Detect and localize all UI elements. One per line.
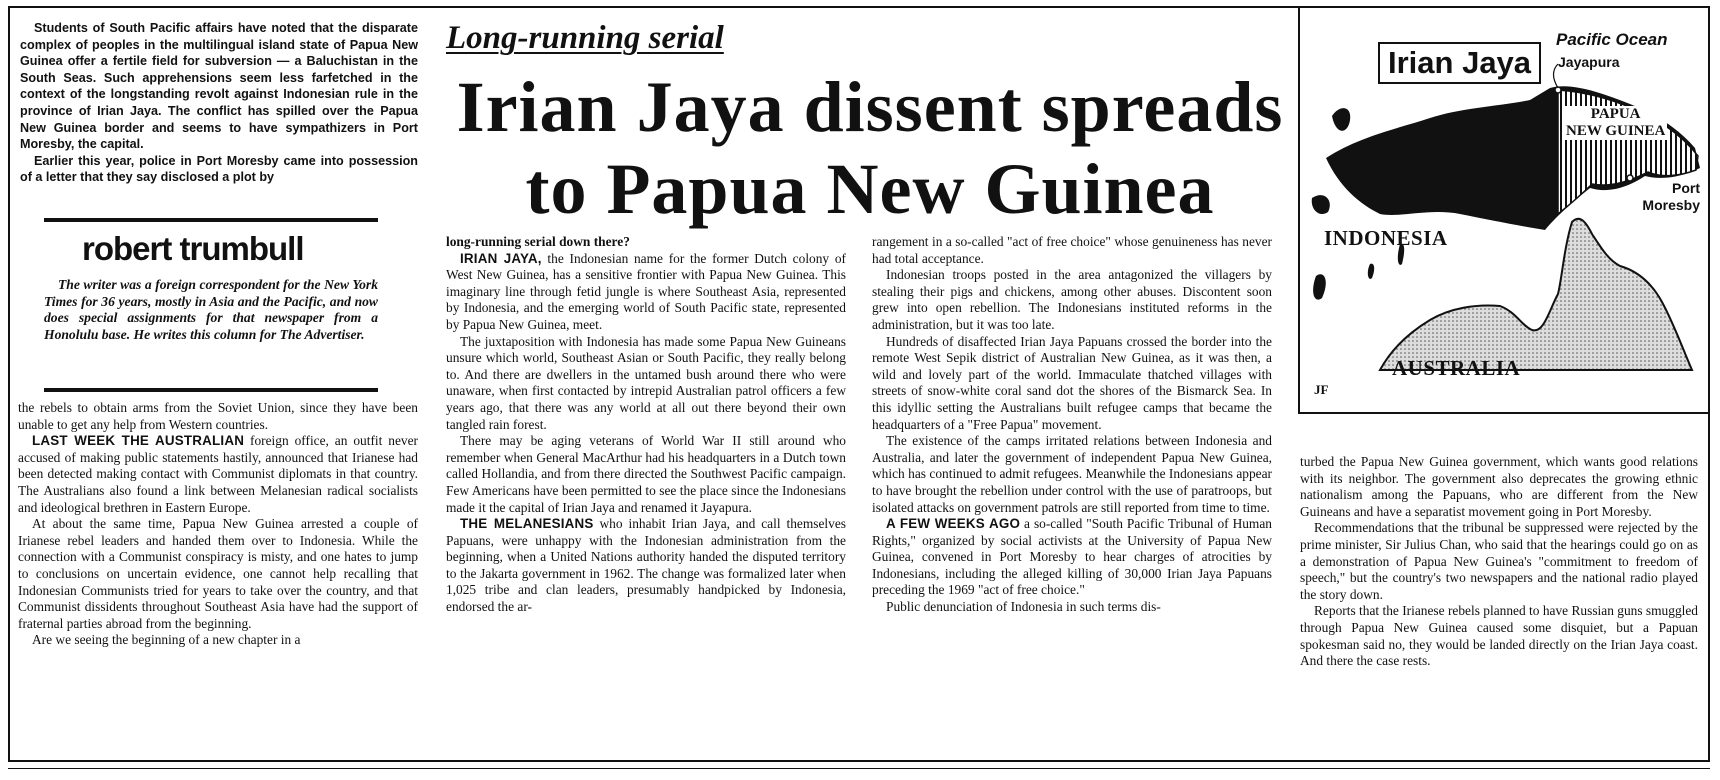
paragraph: long-running serial down there? <box>446 234 630 249</box>
paragraph-text: who inhabit Irian Jaya, and call themselves Papuans, were unhappy with the Indonesian administration from the beginning, when a United Nations authority handed the disputed territory to the Jakarta government in 1962. The change was formalized later when 1,025 tribe and clan leaders, presumably handpicked by Indonesia, endorsed the ar- <box>446 516 846 615</box>
paragraph <box>446 516 846 616</box>
headline-line-2: to Papua New Guinea <box>525 149 1215 229</box>
label-port: Port <box>1672 180 1700 196</box>
paragraph: rangement in a so-called "act of free choice" whose genuineness has never had total acceptance. <box>872 234 1272 266</box>
column-1-bottom <box>18 400 418 649</box>
paragraph: The existence of the camps irritated relations between Indonesia and Australia, and later the government of independent Papua New Guinea, which has continued to admit refugees. Meanwhile the Indonesians appear to have brought the rebellion under control with the use of paratroops, but isolated attacks on government patrols are still reported from time to time. <box>872 433 1272 515</box>
paragraph: Public denunciation of Indonesia in such terms dis- <box>886 599 1161 615</box>
intro-paragraph: Students of South Pacific affairs have noted that the disparate complex of peoples in the multilingual island state of Papua New Guinea offer a fertile field for subversion — a Baluchistan in the South Seas. Such apprehensions seem less farfetched in the context of the longstanding revolt against Indonesian rule in the province of Irian Jaya. The conflict has spilled over the Papua New Guinea border and seems to have sympathizers in Port Moresby, the capital. <box>20 21 418 152</box>
island <box>1312 195 1330 214</box>
map-credit: JF <box>1314 382 1329 397</box>
headline-line-1: Irian Jaya dissent spreads <box>456 67 1284 147</box>
column-4 <box>1300 454 1698 670</box>
paragraph: the rebels to obtain arms from the Soviet Union, since they have been unable to get any help from Western countries. <box>18 400 418 432</box>
column-3 <box>872 234 1272 616</box>
paragraph <box>18 433 418 516</box>
island <box>1368 264 1374 279</box>
label-papua: PAPUA <box>1590 106 1641 122</box>
label-indonesia: INDONESIA <box>1324 226 1448 250</box>
label-new-guinea: NEW GUINEA <box>1566 123 1666 139</box>
author-bio <box>44 277 378 344</box>
kicker: Long-running serial <box>446 20 724 56</box>
headline <box>440 66 1300 230</box>
paragraph-text: foreign office, an outfit never accused of making public statements hastily, announced that Irianese had been detected making contact with Communist diplomats in that country. The Australians also found a link between Melanesian radical socialists and ideological brethren in Eastern Europe. <box>18 433 418 515</box>
map-title: Irian Jaya <box>1378 42 1541 84</box>
lead-in: A FEW WEEKS AGO <box>886 516 1021 532</box>
paragraph-text: the Indonesian name for the former Dutch colony of West New Guinea, has a sensitive frontier with Papua New Guinea. This imaginary line through fetid jungle is where Southeast Asia, represented by Indonesia, and the emerging world of South Pacific state, represented by Papua New Guinea, meet. <box>446 250 846 332</box>
lead-in: LAST WEEK THE AUSTRALIAN <box>32 433 245 449</box>
bottom-rule <box>8 768 1710 769</box>
paragraph-text: a so-called "South Pacific Tribunal of Human Rights," organized by social activists at the University of Papua New Guinea, convened in Port Moresby to hear charges of atrocities by Indonesians, including the alleged killing of 30,000 Irian Jaya Papuans preceding the 1969 "act of free choice." <box>872 516 1272 598</box>
island <box>1313 274 1326 299</box>
byline-bottom-rule <box>44 388 378 392</box>
label-jayapura: Jayapura <box>1558 54 1620 70</box>
column-1-top <box>20 20 418 186</box>
paragraph: The juxtaposition with Indonesia has made some Papua New Guineans unsure which world, Southeast Asian or South Pacific, they really belong to. And there are dwellers in the untamed bush around there who were unaware, when first contacted by intrepid Australian patrol officers a few years ago, that there was any world at all out there beyond their own tangled rain forest. <box>446 333 846 432</box>
paragraph: Reports that the Irianese rebels planned to have Russian guns smuggled through Papua New Guinea caused some disquiet, but a Papuan spokesman said no, they would be landed directly on the Irian Jaya coast. And there the case rests. <box>1300 603 1698 669</box>
lead-in: THE MELANESIANS <box>460 516 594 532</box>
paragraph: There may be aging veterans of World War II still around who remember when General MacArthur had his headquarters in a Dutch town called Hollandia, and from there directed the Southwest Pacific campaign. Few Americans have been permitted to see the place since the Indonesians made it the capital of Irian Jaya and renamed it Jayapura. <box>446 433 846 515</box>
paragraph <box>872 516 1272 599</box>
byline-top-rule <box>44 218 378 222</box>
label-pacific-ocean: Pacific Ocean <box>1556 30 1668 49</box>
island <box>1332 108 1350 131</box>
paragraph <box>446 251 846 334</box>
lead-in: IRIAN JAYA, <box>460 250 542 266</box>
paragraph: Are we seeing the beginning of a new chapter in a <box>32 632 301 648</box>
author-bio-text: The writer was a foreign correspondent for the New York Times for 36 years, mostly in Asia and the Pacific, and now does special assignments for that newspaper from a Honolulu base. He writes this column for The Advertiser. <box>44 277 378 343</box>
label-papua-new-guinea <box>1564 106 1667 140</box>
paragraph: turbed the Papua New Guinea government, which wants good relations with its neighbor. The government also deprecates the growing ethnic nationalism among the Papuans, who are different from the New Guineans and have a separatist movement going in Port Moresby. <box>1300 454 1698 519</box>
paragraph: Indonesian troops posted in the area antagonized the villagers by stealing their pigs and chickens, among other abuses. Discontent soon grew into open rebellion. The Indonesians instituted reforms in the administration, but it was too late. <box>872 267 1272 332</box>
column-2 <box>446 234 846 616</box>
label-australia: AUSTRALIA <box>1392 356 1521 380</box>
paragraph: Hundreds of disaffected Irian Jaya Papuans crossed the border into the remote West Sepik district of Australian New Guinea, as it was then, a wild and lovely part of the world. Immaculate thatched villages with streets of snow-white coral sand dot the shores of the Bismarck Sea. In this idyllic setting the Australians built refugee camps that became the headquarters of a "Free Papua" movement. <box>872 333 1272 432</box>
author-byline: robert trumbull <box>82 230 304 267</box>
label-moresby: Moresby <box>1642 197 1700 213</box>
paragraph: At about the same time, Papua New Guinea arrested a couple of Irianese rebel leaders and handed them over to Indonesia. While the connection with a Communist conspiracy is misty, and one hates to jump to conclusions on uncertain evidence, one cannot help recalling that Indonesian Communists tried for years to take over the country, and that Communist dissidents throughout Southeast Asia have had the support of fraternal parties abroad from the beginning. <box>18 516 418 631</box>
map-figure <box>1298 6 1710 414</box>
intro-paragraph-2: Earlier this year, police in Port Moresby came into possession of a letter that they say disclosed a plot by <box>20 153 418 185</box>
label-port-moresby <box>1630 180 1700 214</box>
paragraph: Recommendations that the tribunal be suppressed were rejected by the prime minister, Sir Julius Chan, who said that the hearings could go on as a demonstration of Papua New Guinea's "commitment to freedom of speech," but the country's two newspapers and the national radio played the story down. <box>1300 520 1698 602</box>
